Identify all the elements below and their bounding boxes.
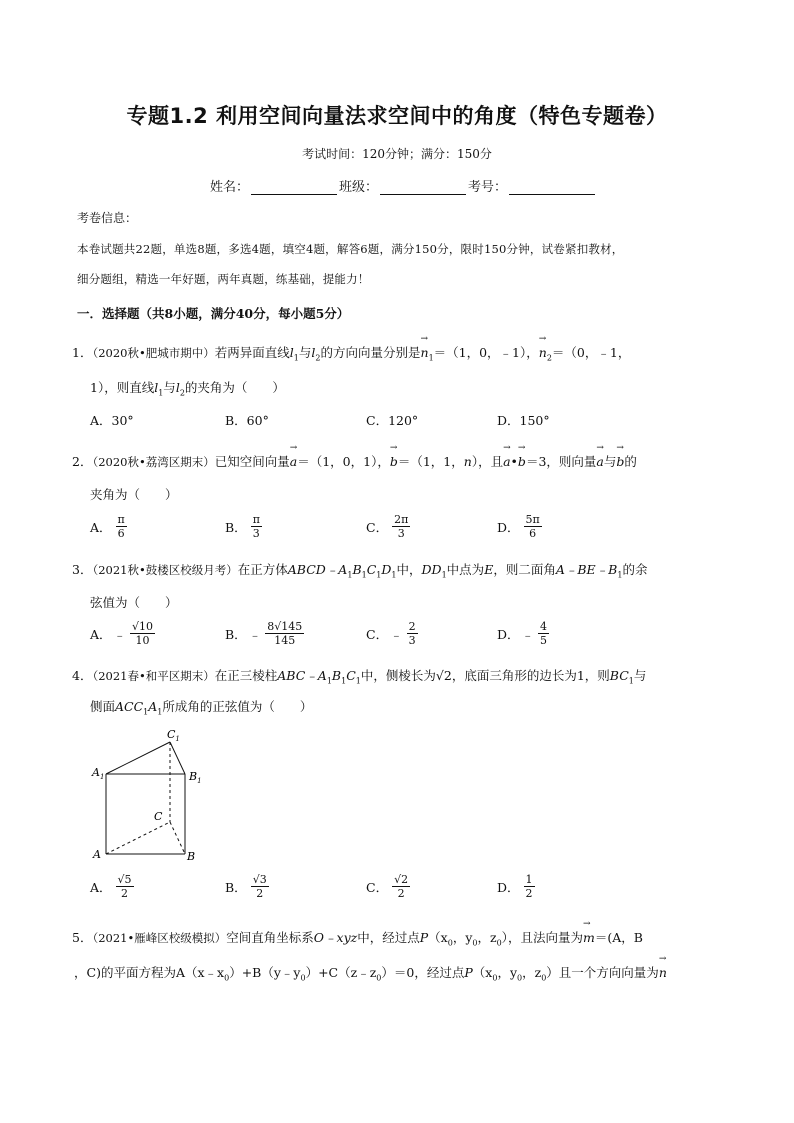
question-number: 3．: [72, 562, 93, 577]
number-blank[interactable]: [509, 180, 595, 195]
subscript: 1: [441, 570, 447, 580]
info-heading: 考卷信息：: [77, 211, 138, 225]
var-l: l: [175, 380, 180, 395]
subscript: 0: [496, 938, 502, 948]
label-a1: [91, 766, 104, 781]
question-4-cont: [90, 697, 312, 717]
q3-option-c[interactable]: [366, 620, 418, 647]
subscript: 1: [347, 570, 353, 580]
fraction: [538, 620, 549, 647]
option-label: A．: [90, 879, 112, 895]
question-text: 中，经过点: [357, 930, 420, 945]
question-2: [72, 452, 637, 470]
vector-a: → a: [290, 454, 297, 469]
question-text: ，则二面角: [493, 562, 556, 577]
question-text: 的: [624, 454, 637, 469]
denominator: 3: [252, 527, 260, 540]
q1-option-b[interactable]: B．60°: [225, 413, 269, 428]
option-label: B．: [225, 519, 247, 535]
question-text: ，底面三角形的边长为1，则: [451, 668, 610, 683]
var-l: l: [311, 345, 316, 360]
subscript: 1: [143, 707, 149, 717]
var-l: l: [154, 380, 159, 395]
fraction: [524, 513, 542, 540]
question-2-cont: 夹角为（ ）: [90, 487, 178, 502]
dihedral-angle: A﹣BE﹣B: [555, 562, 618, 577]
label-letter: C: [167, 728, 176, 741]
subscript: 2: [315, 353, 321, 363]
prism-figure: [88, 724, 218, 864]
question-text: 与: [163, 380, 176, 395]
question-3: [72, 560, 647, 580]
numerator: 4: [540, 620, 548, 633]
label-b1: [188, 770, 202, 785]
q4-option-a[interactable]: [90, 873, 134, 900]
question-text: 的余: [622, 562, 648, 577]
q2-option-d[interactable]: [497, 513, 542, 540]
question-text: 空间直角坐标系: [226, 930, 314, 945]
name-blank[interactable]: [251, 180, 337, 195]
question-text: 的夹角为（ ）: [184, 380, 285, 395]
denominator: 2: [121, 887, 129, 900]
name-label: 姓名：: [210, 180, 250, 195]
question-text: ＝3，则向量: [525, 454, 597, 469]
q1-option-c[interactable]: C．120°: [366, 413, 419, 428]
vector-b: → b: [616, 454, 624, 469]
question-source: （2020秋•肥城市期中）: [92, 346, 215, 360]
question-4: [72, 666, 646, 686]
q1-option-a[interactable]: A．30°: [90, 413, 134, 428]
var-d: D: [381, 562, 392, 577]
numerator: π: [252, 513, 260, 526]
class-blank[interactable]: [380, 180, 466, 195]
var-l: l: [289, 345, 294, 360]
label-sub: 1: [197, 777, 202, 785]
q4-option-d[interactable]: [497, 873, 535, 900]
edge-a-c-hidden: [106, 822, 170, 854]
question-number: 4．: [72, 668, 93, 683]
sqrt-2: √2: [435, 668, 452, 683]
denominator: 2: [256, 887, 264, 900]
q3-option-a[interactable]: [90, 620, 155, 647]
option-label: D．: [497, 626, 520, 642]
page-title: 专题1.2 利用空间向量法求空间中的角度（特色专题卷）: [126, 104, 668, 128]
numerator: 1: [525, 873, 533, 886]
fraction: [407, 620, 418, 647]
question-text: 1），则直线: [90, 380, 155, 395]
equation: ）+C（z﹣z: [305, 965, 377, 980]
numerator: 2: [408, 620, 416, 633]
question-text: 与: [603, 454, 617, 469]
question-5-cont: [74, 963, 667, 983]
q4-option-b[interactable]: [225, 873, 269, 900]
minus-sign: ﹣: [390, 626, 403, 642]
fraction: [116, 513, 127, 540]
subscript: 1: [157, 707, 163, 717]
point-z: ，z: [522, 965, 542, 980]
question-text: ＝（1，1，: [397, 454, 464, 469]
numerator: √2: [394, 873, 409, 886]
question-number: 1．: [72, 345, 93, 360]
point-y: ，y: [497, 965, 517, 980]
option-label: A．: [90, 519, 112, 535]
numerator: 5π: [525, 513, 540, 526]
subscript: 1: [428, 353, 434, 363]
question-text: ＝(A，B: [594, 930, 643, 945]
subscript: 0: [472, 938, 478, 948]
section-title: 一．选择题（共8小题，满分40分，每小题5分）: [77, 306, 350, 321]
question-text: ＝（0，﹣1，: [551, 345, 631, 360]
edge-a1-c1: [106, 742, 170, 774]
numerator: π: [117, 513, 125, 526]
subscript: 0: [447, 938, 453, 948]
question-text: ，且法向量为: [507, 930, 583, 945]
minus-sign: ﹣: [521, 626, 535, 642]
question-source: （2021秋•鼓楼区校级月考）: [92, 563, 238, 577]
question-text: 在正三棱柱: [214, 668, 278, 683]
question-text: 与: [298, 345, 312, 360]
var-b: B: [352, 562, 362, 577]
subscript: 1: [293, 353, 299, 363]
prism-name: ABC﹣A: [277, 668, 327, 683]
var-p: P: [419, 930, 429, 945]
fraction: [130, 620, 155, 647]
option-label: B．: [225, 626, 247, 642]
minus-sign: ﹣: [113, 626, 127, 642]
option-label: C．: [366, 519, 389, 535]
question-source: （2021春•和平区期末）: [92, 669, 215, 683]
denominator: 10: [135, 634, 150, 647]
q3-option-d[interactable]: [497, 620, 549, 647]
subscript: 0: [492, 973, 498, 983]
question-text: 的方向向量分别是: [320, 345, 421, 360]
fraction: [392, 513, 410, 540]
vector-n1: → n: [421, 345, 429, 360]
option-label: B．: [225, 879, 247, 895]
question-source: （2021•雁峰区校级模拟）: [92, 931, 227, 945]
fraction: [251, 873, 269, 900]
student-fields: [210, 176, 597, 195]
minus-sign: ﹣: [248, 626, 262, 642]
class-label: 班级：: [339, 180, 379, 195]
subscript: 0: [541, 973, 547, 983]
paren: ）: [546, 965, 559, 980]
denominator: 3: [397, 527, 405, 540]
label-c: C: [154, 810, 163, 823]
vector-b: → b: [390, 454, 398, 469]
question-text: 所成角的正弦值为（ ）: [162, 699, 313, 714]
label-a: A: [93, 848, 101, 861]
question-text: ＝（1，0，1），: [297, 454, 390, 469]
subscript: 0: [300, 973, 306, 983]
numerator: √10: [132, 620, 154, 633]
option-label: C．: [366, 879, 389, 895]
fraction: [116, 873, 134, 900]
paren: ）: [501, 930, 508, 945]
question-text: 中，侧棱长为: [360, 668, 436, 683]
edge-bc: BC: [609, 668, 629, 683]
subscript: 1: [617, 570, 623, 580]
q2-option-a[interactable]: [90, 513, 127, 540]
question-text: 若两异面直线: [214, 345, 290, 360]
denominator: 2: [397, 887, 405, 900]
vector-b: → b: [518, 454, 526, 469]
subscript: 2: [546, 353, 552, 363]
question-text: ），且: [471, 454, 504, 469]
question-text: 与: [633, 668, 647, 683]
label-c1: [167, 728, 180, 743]
var-p: P: [464, 965, 473, 980]
fraction: [392, 873, 410, 900]
question-source: （2020秋•荔湾区期末）: [92, 455, 215, 469]
question-number: 5．: [72, 930, 93, 945]
denominator: 6: [117, 527, 125, 540]
subscript: 1: [628, 676, 634, 686]
numerator: 8√145: [267, 620, 303, 633]
var-c: C: [366, 562, 377, 577]
subscript: 1: [355, 676, 361, 686]
q1-option-d[interactable]: D．150°: [497, 413, 550, 428]
fraction: [251, 513, 262, 540]
q2-option-c[interactable]: [366, 513, 410, 540]
question-text: 中，: [396, 562, 422, 577]
info-line-2: 细分题组，精选一年好题，两年真题，练基础，提能力！: [77, 272, 370, 286]
question-text: 已知空间向量: [214, 454, 290, 469]
vector-a: → a: [503, 454, 510, 469]
question-text: ＝（1，0，﹣1），: [433, 345, 539, 360]
question-number: 2．: [72, 454, 93, 469]
cube-name: ABCD﹣A: [287, 562, 348, 577]
q3-option-b[interactable]: [225, 620, 304, 647]
var-b: B: [331, 668, 342, 683]
subscript: 1: [341, 676, 347, 686]
question-text: 中点为: [446, 562, 485, 577]
vector-n2: → n: [539, 345, 547, 360]
exam-time-info: 考试时间：120分钟；满分：150分: [302, 147, 492, 161]
denominator: 2: [525, 887, 533, 900]
coord-system: O﹣xyz: [313, 930, 358, 945]
question-text: ，C)的平面方程为: [74, 965, 176, 980]
question-1: [72, 343, 630, 363]
point-x: （x: [428, 930, 448, 945]
subscript: 1: [326, 676, 332, 686]
option-label: A．: [90, 626, 112, 642]
point-z: ，z: [477, 930, 497, 945]
question-3-cont: 弦值为（ ）: [90, 595, 178, 610]
edge-dd: DD: [421, 562, 442, 577]
denominator: 5: [540, 634, 548, 647]
point-x: （x: [472, 965, 493, 980]
label-letter: B: [189, 770, 198, 783]
var-c: C: [346, 668, 356, 683]
label-letter: A: [92, 766, 100, 779]
edge-c-b-hidden: [170, 822, 185, 854]
subscript: 1: [391, 570, 397, 580]
vector-m: → m: [583, 930, 595, 945]
question-5: [72, 928, 643, 948]
number-label: 考号：: [468, 180, 508, 195]
q4-option-c[interactable]: [366, 873, 410, 900]
var-e: E: [484, 562, 494, 577]
vector-n: → n: [659, 965, 667, 980]
question-text: 且一个方向向量为: [558, 965, 659, 980]
info-line-1: 本卷试题共22题，单选8题，多选4题，填空4题，解答6题，满分150分，限时150分钟，试卷紧扣教材，: [77, 242, 624, 256]
subscript: 0: [376, 973, 382, 983]
vector-a: → a: [596, 454, 603, 469]
label-sub: 1: [175, 735, 180, 743]
option-label: D．: [497, 879, 520, 895]
numerator: √3: [252, 873, 267, 886]
denominator: 3: [408, 634, 416, 647]
var-a: A: [148, 699, 158, 714]
subscript: 0: [517, 973, 523, 983]
fraction: [524, 873, 535, 900]
q2-option-b[interactable]: [225, 513, 262, 540]
edge-c1-b1: [170, 742, 185, 774]
dot-operator: •: [510, 454, 518, 469]
numerator: √5: [117, 873, 132, 886]
label-sub: 1: [99, 773, 105, 781]
subscript: 1: [376, 570, 382, 580]
denominator: 145: [274, 634, 296, 647]
point-y: ，y: [452, 930, 473, 945]
numerator: 2π: [394, 513, 409, 526]
option-label: D．: [497, 519, 520, 535]
equation: ）+B（y﹣y: [229, 965, 301, 980]
question-1-cont: [90, 378, 285, 398]
var-n: n: [463, 454, 472, 469]
face-name: ACC: [115, 699, 144, 714]
question-text: 侧面: [90, 699, 116, 714]
fraction: [265, 620, 304, 647]
denominator: 6: [529, 527, 537, 540]
option-label: C．: [366, 626, 389, 642]
subscript: 2: [179, 388, 185, 398]
question-text: ）＝0，经过点: [381, 965, 465, 980]
subscript: 1: [158, 388, 164, 398]
label-b: B: [187, 850, 196, 863]
equation: A（x﹣x: [175, 965, 225, 980]
subscript: 0: [224, 973, 230, 983]
question-text: 在正方体: [237, 562, 288, 577]
subscript: 1: [361, 570, 367, 580]
